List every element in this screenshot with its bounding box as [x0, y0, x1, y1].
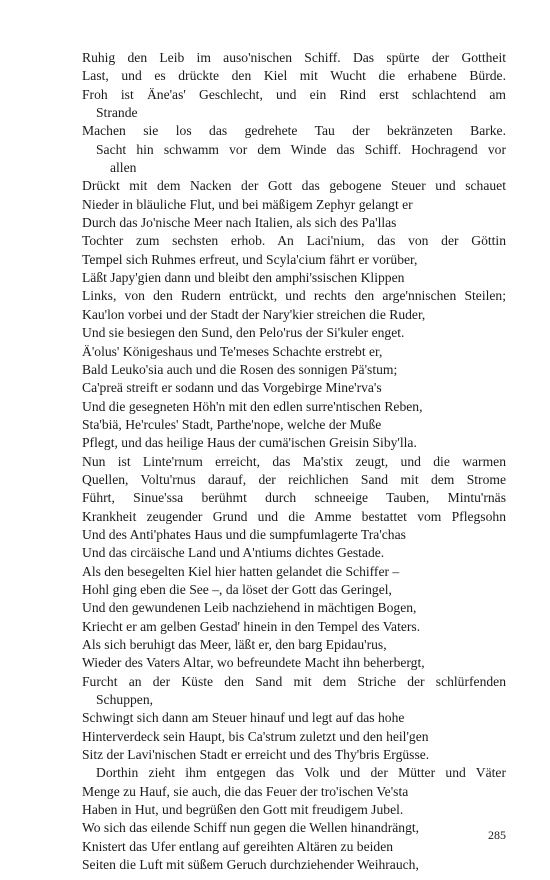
text-line: Furcht an der Küste den Sand mit dem Striche der schlürfenden: [82, 673, 506, 689]
text-line-indented: Dorthin zieht ihm entgegen das Volk und der Mütter und Väter: [96, 765, 506, 781]
text-line: Und sie besiegen den Sund, den Pelo'rus der Si'kuler enget.: [82, 325, 405, 341]
text-line: Pflegt, und das heilige Haus der cumä'ischen Greisin Siby'lla.: [82, 435, 417, 451]
text-line: Haben in Hut, und begrüßen den Gott mit freudigem Jubel.: [82, 802, 404, 818]
text-line: Krankheit zeugender Grund und die Amme bestattet vom Pflegsohn: [82, 508, 506, 524]
text-line: Kriecht er am gelben Gestad' hinein in den Tempel des Vaters.: [82, 618, 421, 634]
text-line: Sta'biä, He'rcules' Stadt, Parthe'nope, welche der Muße: [82, 416, 382, 432]
text-line: Tochter zum sechsten erhob. An Laci'nium, das von der Göttin: [82, 233, 506, 249]
poem-text: [82, 49, 506, 874]
text-line: Machen sie los das gedrehete Tau der bekränzeten Barke.: [82, 123, 506, 139]
text-line: Und die gesegneten Höh'n mit den edlen surre'ntischen Reben,: [82, 398, 423, 414]
text-line: Und des Anti'phates Haus und die sumpfumlagerte Tra'chas: [82, 526, 406, 542]
text-line: Als sich beruhigt das Meer, läßt er, den barg Epidau'rus,: [82, 637, 387, 652]
text-line: Links, von den Rudern entrückt, und rechts den arge'nnischen Steilen;: [82, 288, 506, 304]
text-line: Froh ist Äne'as' Geschlecht, und ein Rind erst schlachtend am: [82, 86, 506, 102]
text-line: Führt, Sinue'ssa berühmt durch schneeige Tauben, Mintu'rnäs: [82, 490, 506, 506]
text-line: Und den gewundenen Leib nachziehend in mächtigen Bogen,: [82, 600, 417, 616]
text-line-continuation: Schuppen,: [96, 692, 154, 708]
text-line: Schwingt sich dann am Steuer hinauf und legt auf das hohe: [82, 710, 405, 726]
text-line: Knistert das Ufer entlang auf gereihten Altären zu beiden: [82, 838, 394, 854]
text-line: Quellen, Voltu'rnus darauf, der reichlichen Sand mit dem Strome: [82, 471, 506, 487]
text-line: Bald Leuko'sia auch und die Rosen des sonnigen Pä'stum;: [82, 361, 398, 377]
text-line: Nun ist Linte'rnum erreicht, das Ma'stix zeugt, und die warmen: [82, 453, 506, 469]
text-line: Drückt mit dem Nacken der Gott das gebogene Steuer und schauet: [82, 178, 506, 194]
text-line: Ca'preä streift er sodann und das Vorgebirge Mine'rva's: [82, 380, 382, 396]
text-line-continuation: Strande: [96, 105, 138, 121]
text-line: Nieder in bläuliche Flut, und bei mäßigem Zephyr gelangt er: [82, 196, 413, 212]
text-line: Ruhig den Leib im auso'nischen Schiff. Das spürte der Gottheit: [82, 50, 506, 65]
text-line: Wo sich das eilende Schiff nun gegen die Wellen hinandrängt,: [82, 820, 420, 836]
text-line: Hinterverdeck sein Haupt, bis Ca'strum zuletzt und den heil'gen: [82, 728, 429, 744]
text-line: Sitz der Lavi'nischen Stadt er erreicht und des Thy'bris Ergüsse.: [82, 747, 430, 763]
text-line: Seiten die Luft mit süßem Geruch durchziehender Weihrauch,: [82, 857, 419, 873]
text-line-indented: Sacht hin schwamm vor dem Winde das Schiff. Hochragend vor: [96, 141, 506, 157]
text-line: Ä'olus' Königeshaus und Te'meses Schachte erstrebt er,: [82, 343, 383, 359]
page-number: 285: [488, 828, 506, 842]
text-line: Tempel sich Ruhmes erfreut, und Scyla'cium fährt er vorüber,: [82, 251, 418, 267]
text-line-continuation: allen: [110, 160, 137, 176]
text-line: Last, und es drückte den Kiel mit Wucht die erhabene Bürde.: [82, 68, 506, 84]
text-line: Als den besegelten Kiel hier hatten gelandet die Schiffer –: [82, 563, 400, 579]
text-line: Durch das Jo'nische Meer nach Italien, als sich des Pa'llas: [82, 215, 397, 231]
text-line: Und das circäische Land und A'ntiums dichtes Gestade.: [82, 545, 385, 561]
text-line: Läßt Japy'gien dann und bleibt den amphi'ssischen Klippen: [82, 270, 405, 286]
text-line: Menge zu Hauf, sie auch, die das Feuer der tro'ischen Ve'sta: [82, 783, 409, 799]
text-line: Hohl ging eben die See –, da löset der Gott das Geringel,: [82, 581, 392, 597]
text-line: Wieder des Vaters Altar, wo befreundete Macht ihn beherbergt,: [82, 655, 425, 671]
text-line: Kau'lon vorbei und der Stadt der Nary'kier streichen die Ruder,: [82, 306, 426, 322]
